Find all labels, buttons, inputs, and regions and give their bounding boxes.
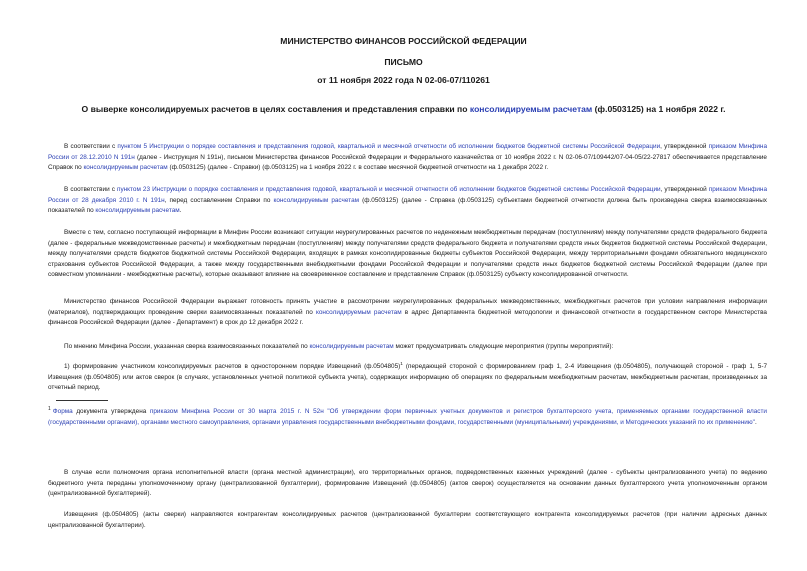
document-subject [0,104,807,115]
p2-text: В соответствии с [64,186,117,193]
p2-text: , перед составлением Справки по [164,196,274,204]
paragraph-2 [48,185,767,217]
p5-text: может предусматривать следующие мероприятия (группы мероприятий): [393,343,614,350]
ministry-heading: МИНИСТЕРСТВО ФИНАНСОВ РОССИЙСКОЙ ФЕДЕРАЦИИ [280,36,527,46]
p4-text: Министерство финансов Российской Федерации выражает готовность принять участие в рассмотрении неурегулированных федеральных межведомственных, межбюджетных расчетов при условии направления информации (материалов), подтверждающих проведение сверки взаимосвязанных показателей по [48,298,767,316]
p4-text: в адрес Департамента бюджетной методологии и финансовой отчетности в государственном секторе Министерства финансов Российской Федерации (далее - Департамент) в срок до 12 декабря 2022 г. [48,308,767,327]
footnote-ref[interactable]: 1 [400,361,403,366]
p6-text: 1) формирование участником консолидируемых расчетов в одностороннем порядке Извещений (ф.0504805) [64,363,401,371]
footnote-link-order[interactable]: приказом Минфина России от 30 марта 2015 г. N 52н "Об утверждении форм первичных учетных документов и регистров бухгалтерского учета, применяемых органами государственной власти (государственными органами), органами местного самоуправления, органами управления государственными внебюджетными фондами, государственными (муниципальными) учреждениями, и Методических указаний по их применению" [48,408,767,427]
document-date-number: от 11 ноября 2022 года N 02-06-07/110261 [317,75,490,85]
document-type: ПИСЬМО [384,57,423,67]
p1-text: , утвержденной [660,143,709,150]
footnote-divider [56,400,108,401]
p6-text: (передающей стороной с формированием граф 1, 2-4 Извещения (ф.0504805), получающей стороной - граф 1, 5-7 Извещения (ф.0504805) или актов сверок (в случаях, установленных учетной политикой субъекта учета), содержащих информацию об операциях по федеральным межбюджетным расчетам, межбюджетным расчетам, произведенных за отчетный период. [48,363,767,392]
p2-text: . [179,207,182,215]
p3-text: Вместе с тем, согласно поступающей информации в Минфин России возникают ситуации неурегулированных расчетов по неденежным межбюджетным передачам (поступлениям) между получателями средств федерального бюджета (далее - федеральные межведомственные расчеты) и межбюджетным передачам (поступлениям) между получателями средств федерального бюджета и получателями средств иных бюджетов бюджетной системы Российской Федерации, между получателями средств бюджетов бюджетной системы Российской Федерации, входящих в рамках консолидированные бюджеты субъектов Российской Федерации, между территориальными фондами обязательного медицинского страхования субъектов Российской Федерации, а также между государственными внебюджетными фондами Российской Федерации и получателями средств иных бюджетов бюджетной системы Российской Федерации (далее при совместном упоминании - межбюджетные расчеты), которые оказывают влияние на своевременное составление и представление Справок (ф.0503125) субъекту консолидированной отчетности. [48,229,767,279]
paragraph-4 [48,297,767,329]
p2-text: , утвержденной [660,186,709,193]
paragraph-6 [48,359,767,394]
p5-link-consolidated[interactable]: консолидируемым расчетам [309,343,394,350]
footnote-link-form[interactable]: Форма [52,408,73,416]
p2-text: (ф.0503125) (далее - Справка (ф.0503125) субъектами бюджетной отчетности должна быть произведена сверка взаимосвязанных показателей по [48,196,767,215]
footnote-text: документа утверждена [72,408,150,416]
paragraph-8 [48,510,767,531]
footnote-number: 1 [48,406,51,412]
p1-text: (ф.0503125) (далее - Справки) (ф.0503125) на 1 ноября 2022 г. в составе месячной бюджетной отчетности на 1 декабря 2022 г. [167,164,549,172]
paragraph-3 [48,228,767,281]
footnote [48,404,767,428]
p7-text: В случае если полномочия органа исполнительной власти (органа местной администрации), его территориальных органов, подведомственных казенных учреждений (далее - субъекты централизованного учета) по ведению бюджетного учета переданы уполномоченному органу (централизованной бухгалтерии), формирование Извещений (ф.0504805) (актов сверок) осуществляется на основании данных бухгалтерского учета уполномоченным органом (централизованной бухгалтерией). [48,469,767,498]
footnote-text: . [754,419,757,427]
p4-link-consolidated[interactable]: консолидируемым расчетам [315,308,402,316]
subject-text-end: (ф.0503125) на 1 ноября 2022 г. [592,104,726,114]
subject-link[interactable]: консолидируемым расчетам [469,104,593,114]
paragraph-7 [48,468,767,500]
p2-link-instruction[interactable]: пунктом 23 Инструкции о порядке составления и представления годовой, квартальной и месячной отчетности об исполнении бюджетов бюджетной системы Российской Федерации [117,186,661,193]
paragraph-1 [48,142,767,174]
p2-link-consolidated-2[interactable]: консолидируемым расчетам [95,207,180,215]
p2-link-consolidated[interactable]: консолидируемым расчетам [273,196,360,204]
p1-text: (далее - Инструкция N 191н), письмом Министерства финансов Российской Федерации и Федерального казначейства от 10 ноября 2022 г. N 02-06-07/109442/07-04-05/22-27817 обеспечивается представление Справок по [48,153,767,172]
subject-text: О выверке консолидируемых расчетов в целях составления и представления справки по [81,104,470,114]
p1-link-order[interactable]: приказом Минфина России от 28.12.2010 N 191н [48,143,768,161]
p8-text: Извещения (ф.0504805) (акты сверки) направляются контрагентам консолидируемых расчетов (централизованной бухгалтерии соответствующего контрагента консолидируемых расчетов (при наличии адресных данных централизованной бухгалтерии). [48,511,767,529]
p1-link-consolidated[interactable]: консолидируемым расчетам [83,164,168,172]
paragraph-5 [48,342,767,353]
p5-text: По мнению Минфина России, указанная сверка взаимосвязанных показателей по [64,343,310,350]
p1-link-instruction[interactable]: пунктом 5 Инструкции о порядке составления и представления годовой, квартальной и месячной отчетности об исполнении бюджетов бюджетной системы Российской Федерации [117,143,661,150]
p1-text: В соответствии с [64,143,118,150]
p2-link-order[interactable]: приказом Минфина России от 28 декабря 2010 г. N 191н [48,186,768,204]
